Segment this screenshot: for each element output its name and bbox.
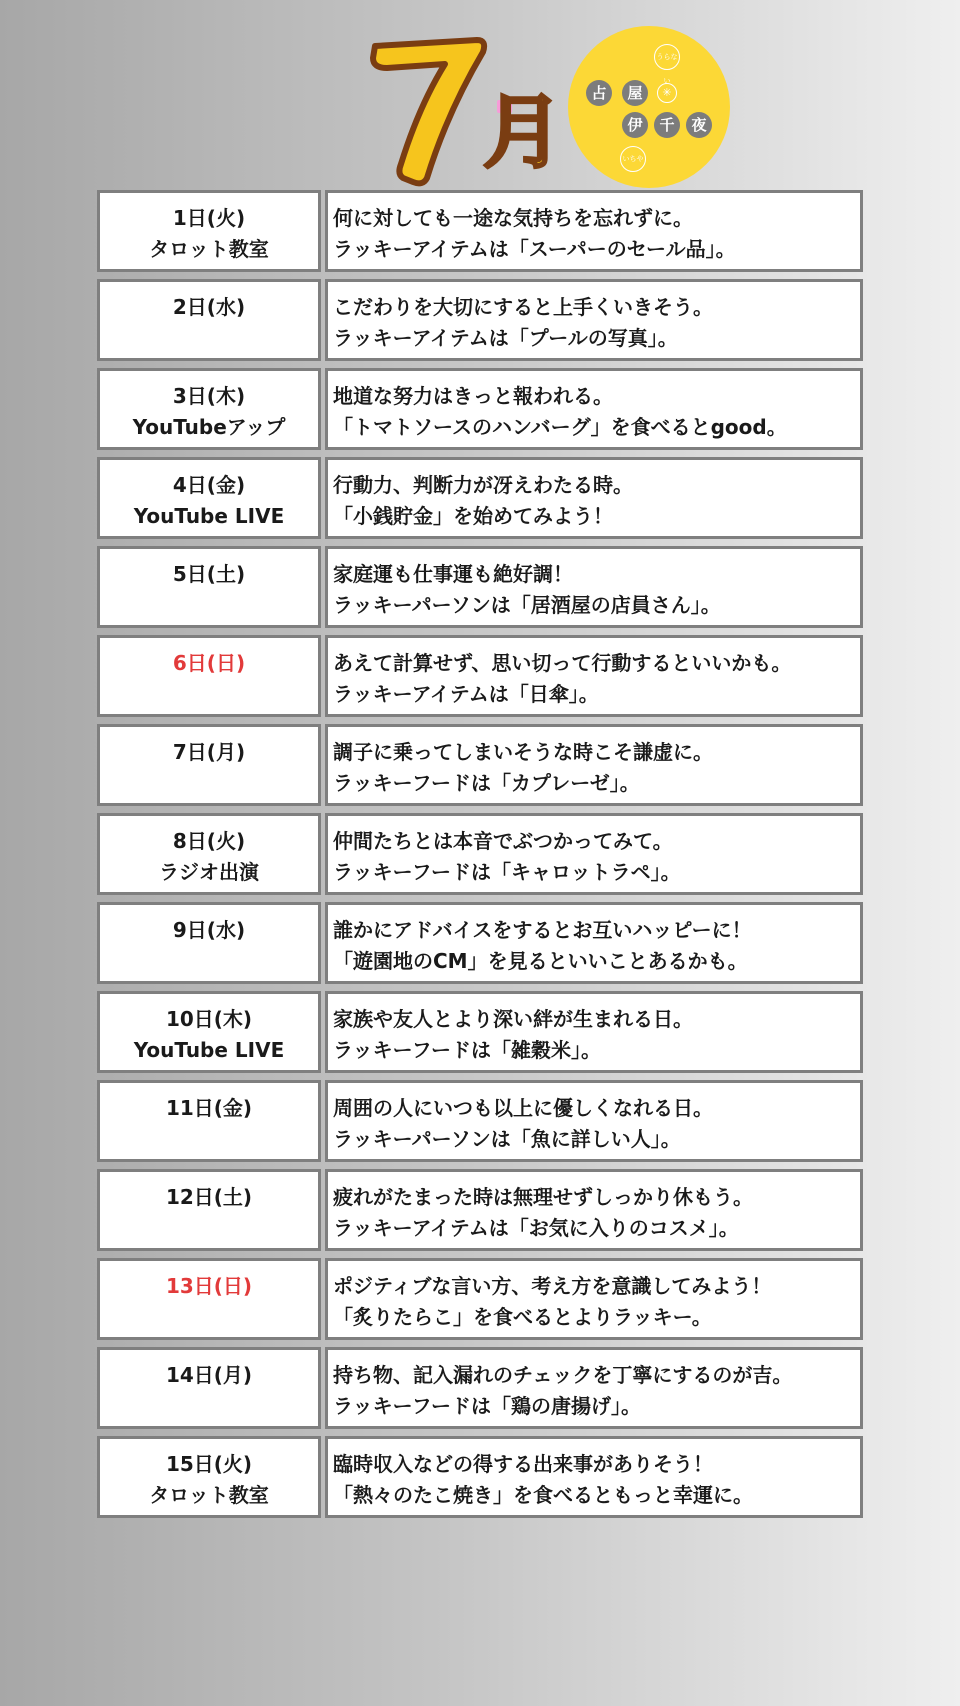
schedule-row	[97, 1169, 863, 1251]
month-number-seven	[365, 18, 495, 188]
date-label: 8日(火)	[172, 829, 246, 853]
event-label: タロット教室	[149, 1483, 269, 1507]
shop-logo	[568, 26, 730, 188]
fortune-lucky: ラッキーアイテムは「日傘」。	[333, 682, 599, 706]
fortune-lucky: 「炙りたらこ」を食べるとよりラッキー。	[333, 1305, 712, 1329]
fortune-cell	[325, 813, 863, 895]
date-label: 3日(木)	[172, 384, 246, 408]
fortune-lucky: ラッキーフードは「鶏の唐揚げ」。	[333, 1394, 641, 1418]
schedule-row	[97, 635, 863, 717]
schedule-row	[97, 190, 863, 272]
fortune-lucky: ラッキーフードは「キャロットラペ」。	[333, 860, 681, 884]
date-cell	[97, 1169, 321, 1251]
fortune-cell	[325, 546, 863, 628]
schedule-row	[97, 1258, 863, 1340]
fortune-message: 何に対しても一途な気持ちを忘れずに。	[333, 206, 693, 230]
date-cell	[97, 1436, 321, 1518]
date-label: 6日(日)	[172, 651, 246, 675]
schedule-row	[97, 902, 863, 984]
fortune-message: 誰かにアドバイスをするとお互いハッピーに！	[333, 918, 752, 942]
header	[0, 0, 960, 190]
date-cell	[97, 902, 321, 984]
schedule-table	[97, 190, 863, 1525]
date-label: 2日(水)	[172, 295, 246, 319]
fortune-message: ポジティブな言い方、考え方を意識してみよう！	[333, 1274, 772, 1298]
schedule-row	[97, 724, 863, 806]
fortune-message: こだわりを大切にすると上手くいきそう。	[333, 295, 713, 319]
logo-char-3: 伊	[622, 112, 648, 138]
date-label: 7日(月)	[172, 740, 246, 764]
fortune-lucky: ラッキーアイテムは「プールの写真」。	[333, 326, 678, 350]
schedule-row	[97, 368, 863, 450]
fortune-message: 持ち物、記入漏れのチェックを丁寧にするのが吉。	[333, 1363, 793, 1387]
fortune-message: 地道な努力はきっと報われる。	[333, 384, 613, 408]
date-label: 14日(月)	[165, 1363, 253, 1387]
fortune-lucky: ラッキーフードは「雑穀米」。	[333, 1038, 601, 1062]
fortune-message: 疲れがたまった時は無理せずしっかり休もう。	[333, 1185, 753, 1209]
date-cell	[97, 724, 321, 806]
date-cell	[97, 813, 321, 895]
event-label: YouTubeアップ	[132, 415, 286, 439]
logo-char-2: 屋	[622, 80, 648, 106]
fortune-lucky: ラッキーパーソンは「魚に詳しい人」。	[333, 1127, 681, 1151]
fortune-lucky: 「小銭貯金」を始めてみよう！	[333, 504, 613, 528]
date-label: 13日(日)	[165, 1274, 253, 1298]
fortune-cell	[325, 190, 863, 272]
event-label: ラジオ出演	[159, 860, 259, 884]
fortune-cell	[325, 635, 863, 717]
fortune-message: 家庭運も仕事運も絶好調！	[333, 562, 573, 586]
fortune-cell	[325, 724, 863, 806]
logo-star-icon: ✳	[657, 83, 677, 103]
schedule-row	[97, 1436, 863, 1518]
logo-ruby-2: いちや	[620, 146, 646, 172]
fortune-lucky: 「トマトソースのハンバーグ」を食べるとgood。	[333, 415, 787, 439]
date-cell	[97, 546, 321, 628]
fortune-cell	[325, 1169, 863, 1251]
fortune-cell	[325, 368, 863, 450]
date-label: 9日(水)	[172, 918, 246, 942]
schedule-row	[97, 457, 863, 539]
date-cell	[97, 190, 321, 272]
fortune-lucky: 「熱々のたこ焼き」を食べるともっと幸運に。	[333, 1483, 753, 1507]
fortune-message: 行動力、判断力が冴えわたる時。	[333, 473, 633, 497]
fortune-lucky: ラッキーアイテムは「お気に入りのコスメ」。	[333, 1216, 739, 1240]
fortune-cell	[325, 457, 863, 539]
logo-char-5: 夜	[686, 112, 712, 138]
fortune-message: 周囲の人にいつも以上に優しくなれる日。	[333, 1096, 713, 1120]
fortune-message: あえて計算せず、思い切って行動するといいかも。	[333, 651, 792, 675]
fortune-cell	[325, 1347, 863, 1429]
event-label: YouTube LIVE	[133, 504, 285, 528]
date-cell	[97, 991, 321, 1073]
fortune-lucky: ラッキーアイテムは「スーパーのセール品」。	[333, 237, 736, 261]
date-cell	[97, 635, 321, 717]
date-label: 4日(金)	[172, 473, 246, 497]
event-label: タロット教室	[149, 237, 269, 261]
fortune-message: 仲間たちとは本音でぶつかってみて。	[333, 829, 673, 853]
fortune-lucky: 「遊園地のCM」を見るといいことあるかも。	[333, 949, 748, 973]
month-kanji: 月	[483, 86, 563, 179]
date-label: 15日(火)	[165, 1452, 253, 1476]
fortune-cell	[325, 1436, 863, 1518]
fortune-message: 家族や友人とより深い絆が生まれる日。	[333, 1007, 693, 1031]
schedule-row	[97, 991, 863, 1073]
date-cell	[97, 1347, 321, 1429]
date-cell	[97, 457, 321, 539]
date-label: 12日(土)	[165, 1185, 253, 1209]
event-label: YouTube LIVE	[133, 1038, 285, 1062]
logo-char-4: 千	[654, 112, 680, 138]
fortune-lucky: ラッキーフードは「カプレーゼ」。	[333, 771, 640, 795]
logo-ruby-1: うらない	[654, 44, 680, 70]
date-label: 1日(火)	[172, 206, 246, 230]
date-cell	[97, 1080, 321, 1162]
date-cell	[97, 279, 321, 361]
fortune-message: 調子に乗ってしまいそうな時こそ謙虚に。	[333, 740, 713, 764]
date-label: 11日(金)	[165, 1096, 253, 1120]
date-cell	[97, 368, 321, 450]
date-label: 5日(土)	[172, 562, 246, 586]
date-cell	[97, 1258, 321, 1340]
date-label: 10日(木)	[165, 1007, 253, 1031]
schedule-row	[97, 1347, 863, 1429]
logo-char-1: 占	[586, 80, 612, 106]
schedule-row	[97, 279, 863, 361]
fortune-lucky: ラッキーパーソンは「居酒屋の店員さん」。	[333, 593, 721, 617]
schedule-row	[97, 546, 863, 628]
fortune-cell	[325, 1080, 863, 1162]
fortune-cell	[325, 279, 863, 361]
fortune-cell	[325, 1258, 863, 1340]
fortune-cell	[325, 991, 863, 1073]
schedule-row	[97, 1080, 863, 1162]
fortune-cell	[325, 902, 863, 984]
fortune-message: 臨時収入などの得する出来事がありそう！	[333, 1452, 713, 1476]
schedule-row	[97, 813, 863, 895]
